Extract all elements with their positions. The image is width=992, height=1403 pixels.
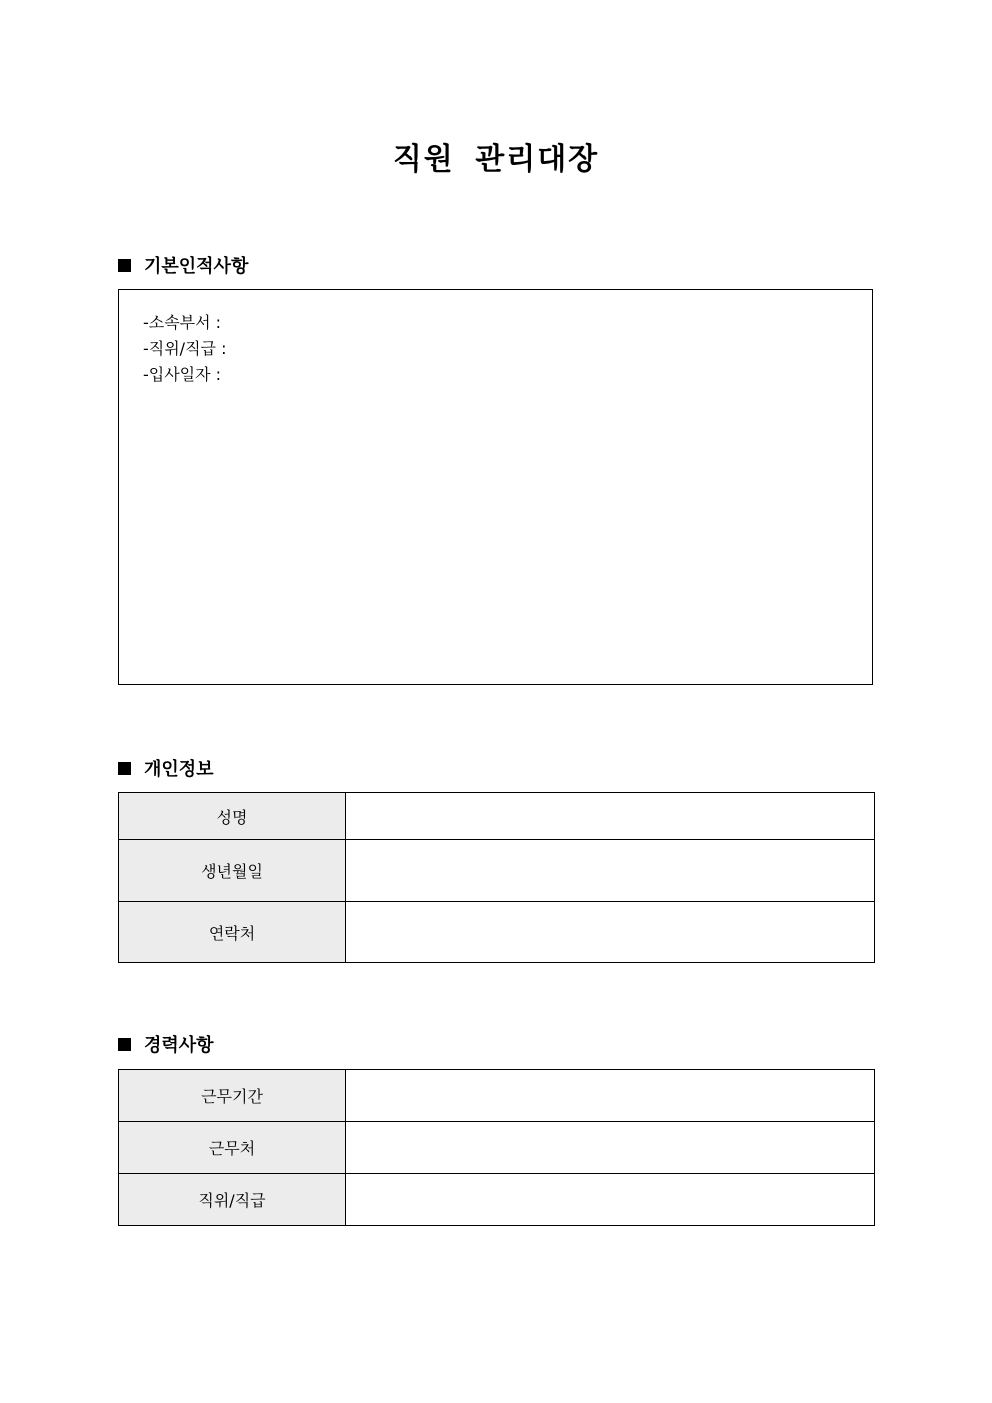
section-heading-career <box>118 1032 214 1056</box>
table-row <box>119 1122 875 1174</box>
hire-date-line: -입사일자 : <box>143 365 222 384</box>
section-title: 경력사항 <box>144 1035 214 1056</box>
table-row <box>119 793 875 840</box>
workplace-field[interactable] <box>346 1122 875 1174</box>
career-table <box>118 1069 875 1226</box>
basic-info-box[interactable] <box>118 289 873 685</box>
square-bullet-icon <box>118 259 131 272</box>
position-line: -직위/직급 : <box>143 339 227 358</box>
work-period-field[interactable] <box>346 1070 875 1122</box>
square-bullet-icon <box>118 762 131 775</box>
table-row <box>119 840 875 902</box>
birthdate-field[interactable] <box>346 840 875 902</box>
table-row <box>119 1174 875 1226</box>
section-heading-basic-info <box>118 253 248 277</box>
basic-info-lines <box>143 310 226 388</box>
contact-label: 연락처 <box>119 902 346 963</box>
career-position-label: 직위/직급 <box>119 1174 346 1226</box>
section-title: 개인정보 <box>144 759 214 780</box>
workplace-label: 근무처 <box>119 1122 346 1174</box>
table-row <box>119 1070 875 1122</box>
name-label: 성명 <box>119 793 346 840</box>
personal-info-table <box>118 792 875 963</box>
name-field[interactable] <box>346 793 875 840</box>
section-title: 기본인적사항 <box>144 256 249 277</box>
career-position-field[interactable] <box>346 1174 875 1226</box>
contact-field[interactable] <box>346 902 875 963</box>
work-period-label: 근무기간 <box>119 1070 346 1122</box>
square-bullet-icon <box>118 1038 131 1051</box>
birthdate-label: 생년월일 <box>119 840 346 902</box>
page-title: 직원 관리대장 <box>392 142 600 177</box>
department-line: -소속부서 : <box>143 313 222 332</box>
table-row <box>119 902 875 963</box>
section-heading-personal-info <box>118 756 214 780</box>
